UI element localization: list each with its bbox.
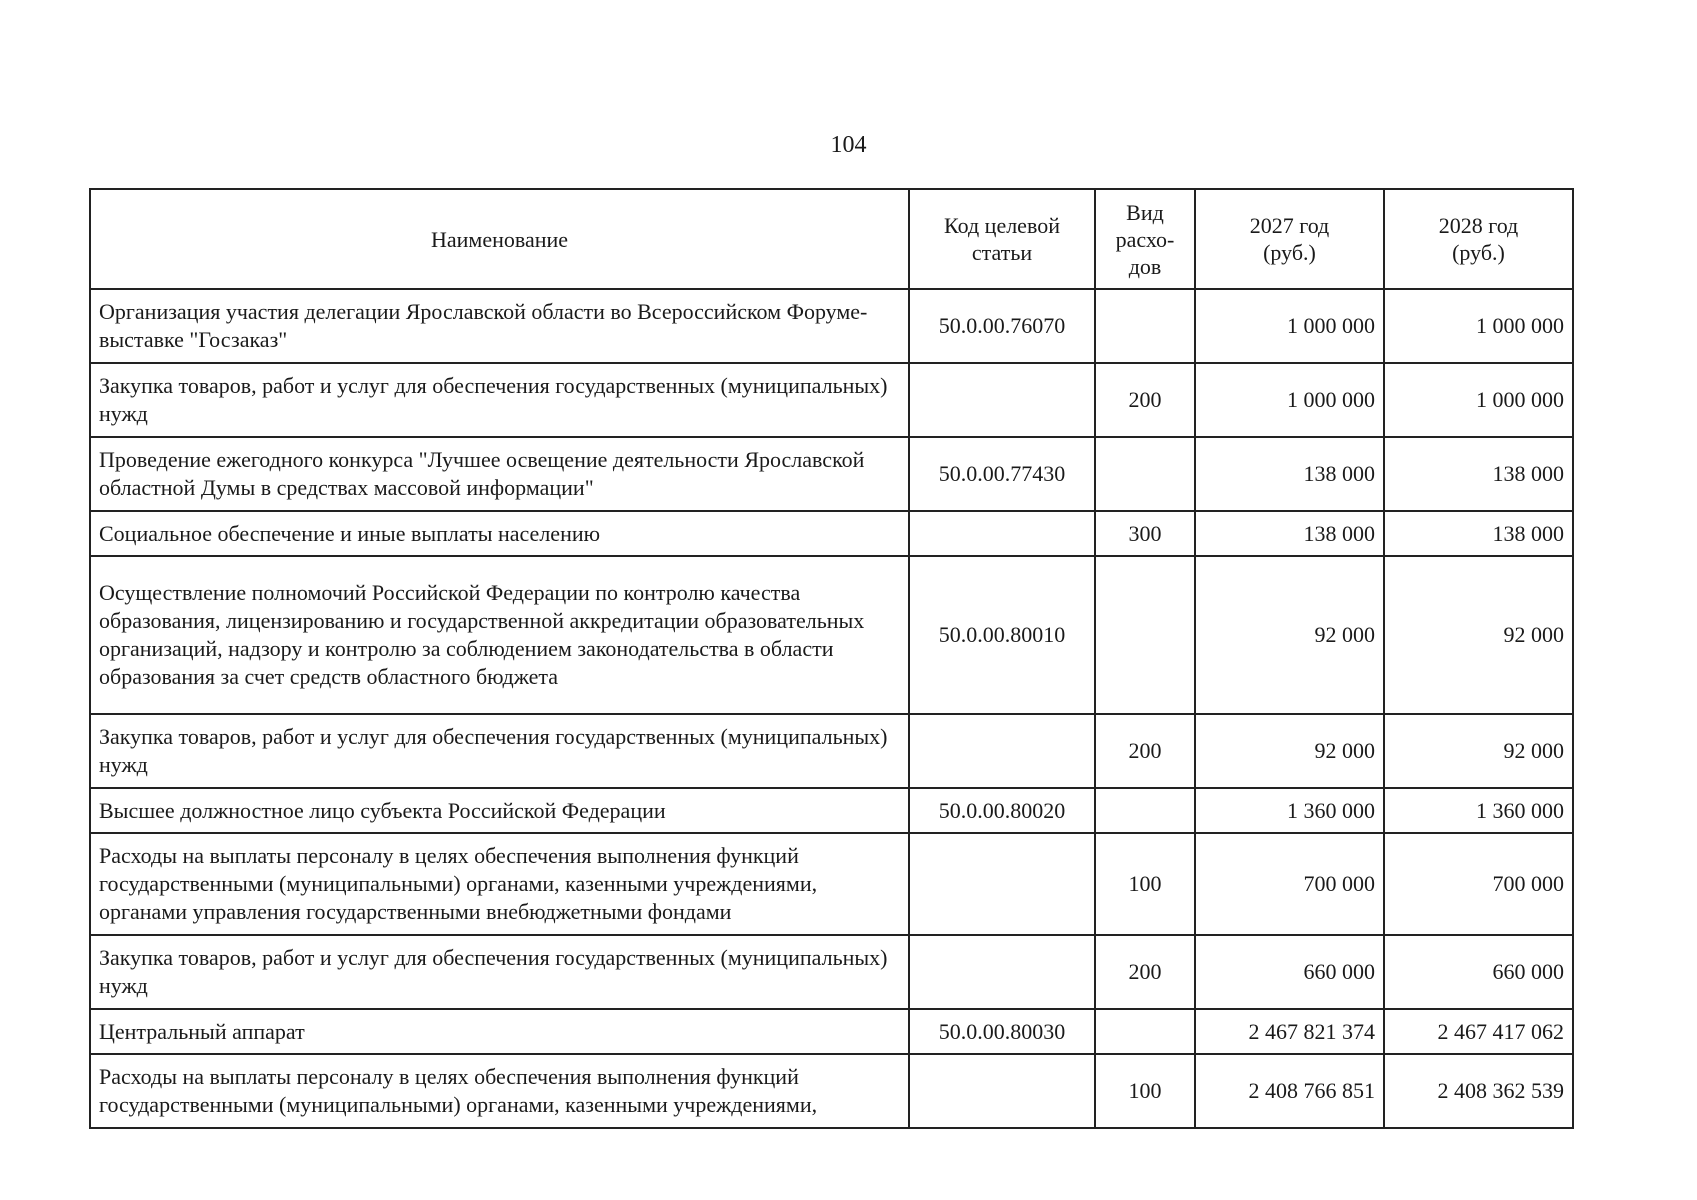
row-kind: 100 xyxy=(1095,833,1195,935)
row-name: Расходы на выплаты персоналу в целях обеспечения выполнения функций государственными (муниципальными) органами, казенными учреждениями, органами управления государственными внебюджетными фондами xyxy=(90,833,909,935)
row-name: Закупка товаров, работ и услуг для обеспечения государственных (муниципальных) нужд xyxy=(90,935,909,1009)
table-row xyxy=(90,289,1573,363)
header-2027 xyxy=(1195,189,1384,289)
row-code xyxy=(909,363,1095,437)
row-name: Осуществление полномочий Российской Федерации по контролю качества образования, лицензированию и государственной аккредитации образовательных организаций, надзору и контролю за соблюдением законодательства в области образования за счет средств областного бюджета xyxy=(90,556,909,714)
row-name: Социальное обеспечение и иные выплаты населению xyxy=(90,511,909,556)
row-2027: 1 360 000 xyxy=(1195,788,1384,833)
header-code-text: Код целевой статьи xyxy=(944,213,1060,265)
header-2028 xyxy=(1384,189,1573,289)
table-row xyxy=(90,714,1573,788)
row-2027: 138 000 xyxy=(1195,511,1384,556)
row-2028: 138 000 xyxy=(1384,437,1573,511)
row-name: Проведение ежегодного конкурса "Лучшее освещение деятельности Ярославской областной Думы в средствах массовой информации" xyxy=(90,437,909,511)
row-kind: 300 xyxy=(1095,511,1195,556)
row-2027: 2 467 821 374 xyxy=(1195,1009,1384,1054)
row-kind: 200 xyxy=(1095,714,1195,788)
row-code xyxy=(909,1054,1095,1128)
row-name: Организация участия делегации Ярославской области во Всероссийском Форуме-выставке "Госзаказ" xyxy=(90,289,909,363)
row-kind xyxy=(1095,437,1195,511)
row-code xyxy=(909,833,1095,935)
row-2028: 2 408 362 539 xyxy=(1384,1054,1573,1128)
table-header-row xyxy=(90,189,1573,289)
row-2028: 92 000 xyxy=(1384,556,1573,714)
table-row xyxy=(90,1054,1573,1128)
header-code xyxy=(909,189,1095,289)
row-2028: 1 360 000 xyxy=(1384,788,1573,833)
row-code: 50.0.00.80030 xyxy=(909,1009,1095,1054)
header-kind-text: Вид расхо-дов xyxy=(1115,199,1175,279)
row-2027: 92 000 xyxy=(1195,556,1384,714)
table-row xyxy=(90,1009,1573,1054)
row-2027: 2 408 766 851 xyxy=(1195,1054,1384,1128)
row-kind: 200 xyxy=(1095,935,1195,1009)
row-2028: 138 000 xyxy=(1384,511,1573,556)
row-2028: 2 467 417 062 xyxy=(1384,1009,1573,1054)
header-2028-text: 2028 год (руб.) xyxy=(1438,213,1519,265)
row-code xyxy=(909,714,1095,788)
row-name: Расходы на выплаты персоналу в целях обеспечения выполнения функций государственными (муниципальными) органами, казенными учреждениями, xyxy=(90,1054,909,1128)
budget-table xyxy=(89,188,1574,1129)
row-code: 50.0.00.76070 xyxy=(909,289,1095,363)
header-2027-text: 2027 год (руб.) xyxy=(1249,213,1330,265)
row-code: 50.0.00.80020 xyxy=(909,788,1095,833)
table-row xyxy=(90,935,1573,1009)
row-2027: 92 000 xyxy=(1195,714,1384,788)
table-row xyxy=(90,437,1573,511)
row-code: 50.0.00.77430 xyxy=(909,437,1095,511)
row-name: Закупка товаров, работ и услуг для обеспечения государственных (муниципальных) нужд xyxy=(90,714,909,788)
row-2028: 92 000 xyxy=(1384,714,1573,788)
row-2028: 1 000 000 xyxy=(1384,363,1573,437)
header-name: Наименование xyxy=(90,189,909,289)
table-row xyxy=(90,788,1573,833)
row-2027: 1 000 000 xyxy=(1195,289,1384,363)
table-row xyxy=(90,511,1573,556)
table-row xyxy=(90,833,1573,935)
row-2027: 1 000 000 xyxy=(1195,363,1384,437)
row-kind xyxy=(1095,289,1195,363)
row-kind: 100 xyxy=(1095,1054,1195,1128)
row-name: Центральный аппарат xyxy=(90,1009,909,1054)
row-2027: 138 000 xyxy=(1195,437,1384,511)
row-code: 50.0.00.80010 xyxy=(909,556,1095,714)
row-code xyxy=(909,511,1095,556)
row-2027: 660 000 xyxy=(1195,935,1384,1009)
row-name: Высшее должностное лицо субъекта Российской Федерации xyxy=(90,788,909,833)
page-number: 104 xyxy=(830,132,867,158)
table-row xyxy=(90,363,1573,437)
row-2027: 700 000 xyxy=(1195,833,1384,935)
header-kind xyxy=(1095,189,1195,289)
row-kind xyxy=(1095,556,1195,714)
row-kind: 200 xyxy=(1095,363,1195,437)
row-2028: 700 000 xyxy=(1384,833,1573,935)
row-2028: 1 000 000 xyxy=(1384,289,1573,363)
row-kind xyxy=(1095,788,1195,833)
row-kind xyxy=(1095,1009,1195,1054)
row-name: Закупка товаров, работ и услуг для обеспечения государственных (муниципальных) нужд xyxy=(90,363,909,437)
row-2028: 660 000 xyxy=(1384,935,1573,1009)
table-row xyxy=(90,556,1573,714)
row-code xyxy=(909,935,1095,1009)
